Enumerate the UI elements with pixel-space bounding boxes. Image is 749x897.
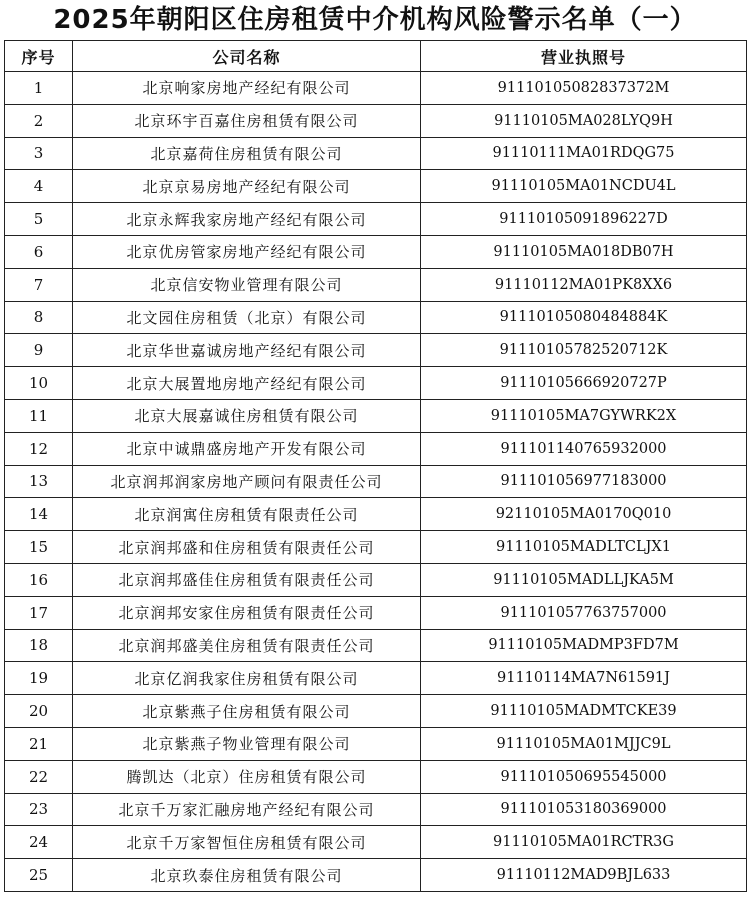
table-row <box>5 72 747 105</box>
table-row <box>5 235 747 268</box>
header-serial-number: 序号 <box>5 41 73 72</box>
license-number-cell: 91110105MA018DB07H <box>421 235 747 268</box>
serial-number-cell: 2 <box>5 104 73 137</box>
license-number-cell: 91110112MAD9BJL633 <box>421 859 747 892</box>
company-name-cell: 北京中诚鼎盛房地产开发有限公司 <box>73 432 421 465</box>
serial-number-cell: 15 <box>5 531 73 564</box>
table-row <box>5 629 747 662</box>
table-row <box>5 399 747 432</box>
table-row <box>5 367 747 400</box>
table-row <box>5 727 747 760</box>
serial-number-cell: 24 <box>5 826 73 859</box>
serial-number-cell: 10 <box>5 367 73 400</box>
company-name-cell: 北京华世嘉诚房地产经纪有限公司 <box>73 334 421 367</box>
serial-number-cell: 6 <box>5 235 73 268</box>
table-row <box>5 695 747 728</box>
table-row <box>5 170 747 203</box>
company-name-cell: 北京润邦盛美住房租赁有限责任公司 <box>73 629 421 662</box>
table-row <box>5 826 747 859</box>
license-number-cell: 91110105MADMTCKE39 <box>421 695 747 728</box>
license-number-cell: 91110105082837372M <box>421 72 747 105</box>
company-name-cell: 北京环宇百嘉住房租赁有限公司 <box>73 104 421 137</box>
license-number-cell: 91110105MADMP3FD7M <box>421 629 747 662</box>
table-row <box>5 498 747 531</box>
company-name-cell: 北京优房管家房地产经纪有限公司 <box>73 235 421 268</box>
company-name-cell: 北京润邦盛和住房租赁有限责任公司 <box>73 531 421 564</box>
company-name-cell: 北京润邦盛佳住房租赁有限责任公司 <box>73 563 421 596</box>
table-row <box>5 137 747 170</box>
license-number-cell: 91110105MADLTCLJX1 <box>421 531 747 564</box>
table-row <box>5 563 747 596</box>
license-number-cell: 92110105MA0170Q010 <box>421 498 747 531</box>
serial-number-cell: 5 <box>5 203 73 236</box>
company-name-cell: 北京润邦润家房地产顾问有限责任公司 <box>73 465 421 498</box>
serial-number-cell: 22 <box>5 760 73 793</box>
company-name-cell: 北京润邦安家住房租赁有限责任公司 <box>73 596 421 629</box>
license-number-cell: 911101056977183000 <box>421 465 747 498</box>
license-number-cell: 91110105080484884K <box>421 301 747 334</box>
serial-number-cell: 9 <box>5 334 73 367</box>
company-name-cell: 北京紫燕子住房租赁有限公司 <box>73 695 421 728</box>
table-body <box>5 72 747 892</box>
table-row <box>5 268 747 301</box>
serial-number-cell: 3 <box>5 137 73 170</box>
company-name-cell: 北京润寓住房租赁有限责任公司 <box>73 498 421 531</box>
table-row <box>5 662 747 695</box>
serial-number-cell: 4 <box>5 170 73 203</box>
serial-number-cell: 23 <box>5 793 73 826</box>
table-row <box>5 465 747 498</box>
table-row <box>5 793 747 826</box>
company-name-cell: 北京亿润我家住房租赁有限公司 <box>73 662 421 695</box>
table-row <box>5 301 747 334</box>
serial-number-cell: 25 <box>5 859 73 892</box>
table-row <box>5 334 747 367</box>
table-row <box>5 531 747 564</box>
document-title: 2025年朝阳区住房租赁中介机构风险警示名单（一） <box>53 5 697 35</box>
license-number-cell: 91110114MA7N61591J <box>421 662 747 695</box>
company-name-cell: 北京京易房地产经纪有限公司 <box>73 170 421 203</box>
serial-number-cell: 1 <box>5 72 73 105</box>
company-name-cell: 腾凯达（北京）住房租赁有限公司 <box>73 760 421 793</box>
company-name-cell: 北京信安物业管理有限公司 <box>73 268 421 301</box>
warning-list-table <box>4 40 747 892</box>
serial-number-cell: 12 <box>5 432 73 465</box>
company-name-cell: 北京大展置地房地产经纪有限公司 <box>73 367 421 400</box>
serial-number-cell: 7 <box>5 268 73 301</box>
serial-number-cell: 21 <box>5 727 73 760</box>
serial-number-cell: 13 <box>5 465 73 498</box>
company-name-cell: 北京响家房地产经纪有限公司 <box>73 72 421 105</box>
company-name-cell: 北京千万家汇融房地产经纪有限公司 <box>73 793 421 826</box>
table-header-row <box>5 41 747 72</box>
company-name-cell: 北京大展嘉诚住房租赁有限公司 <box>73 399 421 432</box>
license-number-cell: 91110105MA028LYQ9H <box>421 104 747 137</box>
company-name-cell: 北京千万家智恒住房租赁有限公司 <box>73 826 421 859</box>
license-number-cell: 91110105MA01RCTR3G <box>421 826 747 859</box>
license-number-cell: 911101057763757000 <box>421 596 747 629</box>
table-row <box>5 104 747 137</box>
license-number-cell: 91110105MA01NCDU4L <box>421 170 747 203</box>
table-row <box>5 596 747 629</box>
license-number-cell: 91110105091896227D <box>421 203 747 236</box>
serial-number-cell: 16 <box>5 563 73 596</box>
serial-number-cell: 19 <box>5 662 73 695</box>
license-number-cell: 91110105MA01MJJC9L <box>421 727 747 760</box>
license-number-cell: 91110105MADLLJKA5M <box>421 563 747 596</box>
table-row <box>5 432 747 465</box>
header-company-name: 公司名称 <box>73 41 421 72</box>
company-name-cell: 北京嘉荷住房租赁有限公司 <box>73 137 421 170</box>
company-name-cell: 北文园住房租赁（北京）有限公司 <box>73 301 421 334</box>
serial-number-cell: 18 <box>5 629 73 662</box>
company-name-cell: 北京玖泰住房租赁有限公司 <box>73 859 421 892</box>
table-row <box>5 760 747 793</box>
license-number-cell: 91110111MA01RDQG75 <box>421 137 747 170</box>
license-number-cell: 91110105666920727P <box>421 367 747 400</box>
license-number-cell: 911101053180369000 <box>421 793 747 826</box>
header-license-number: 营业执照号 <box>421 41 747 72</box>
serial-number-cell: 8 <box>5 301 73 334</box>
license-number-cell: 911101050695545000 <box>421 760 747 793</box>
serial-number-cell: 11 <box>5 399 73 432</box>
serial-number-cell: 14 <box>5 498 73 531</box>
license-number-cell: 91110105782520712K <box>421 334 747 367</box>
table-row <box>5 203 747 236</box>
company-name-cell: 北京永辉我家房地产经纪有限公司 <box>73 203 421 236</box>
serial-number-cell: 17 <box>5 596 73 629</box>
license-number-cell: 91110112MA01PK8XX6 <box>421 268 747 301</box>
serial-number-cell: 20 <box>5 695 73 728</box>
license-number-cell: 911101140765932000 <box>421 432 747 465</box>
company-name-cell: 北京紫燕子物业管理有限公司 <box>73 727 421 760</box>
table-row <box>5 859 747 892</box>
license-number-cell: 91110105MA7GYWRK2X <box>421 399 747 432</box>
